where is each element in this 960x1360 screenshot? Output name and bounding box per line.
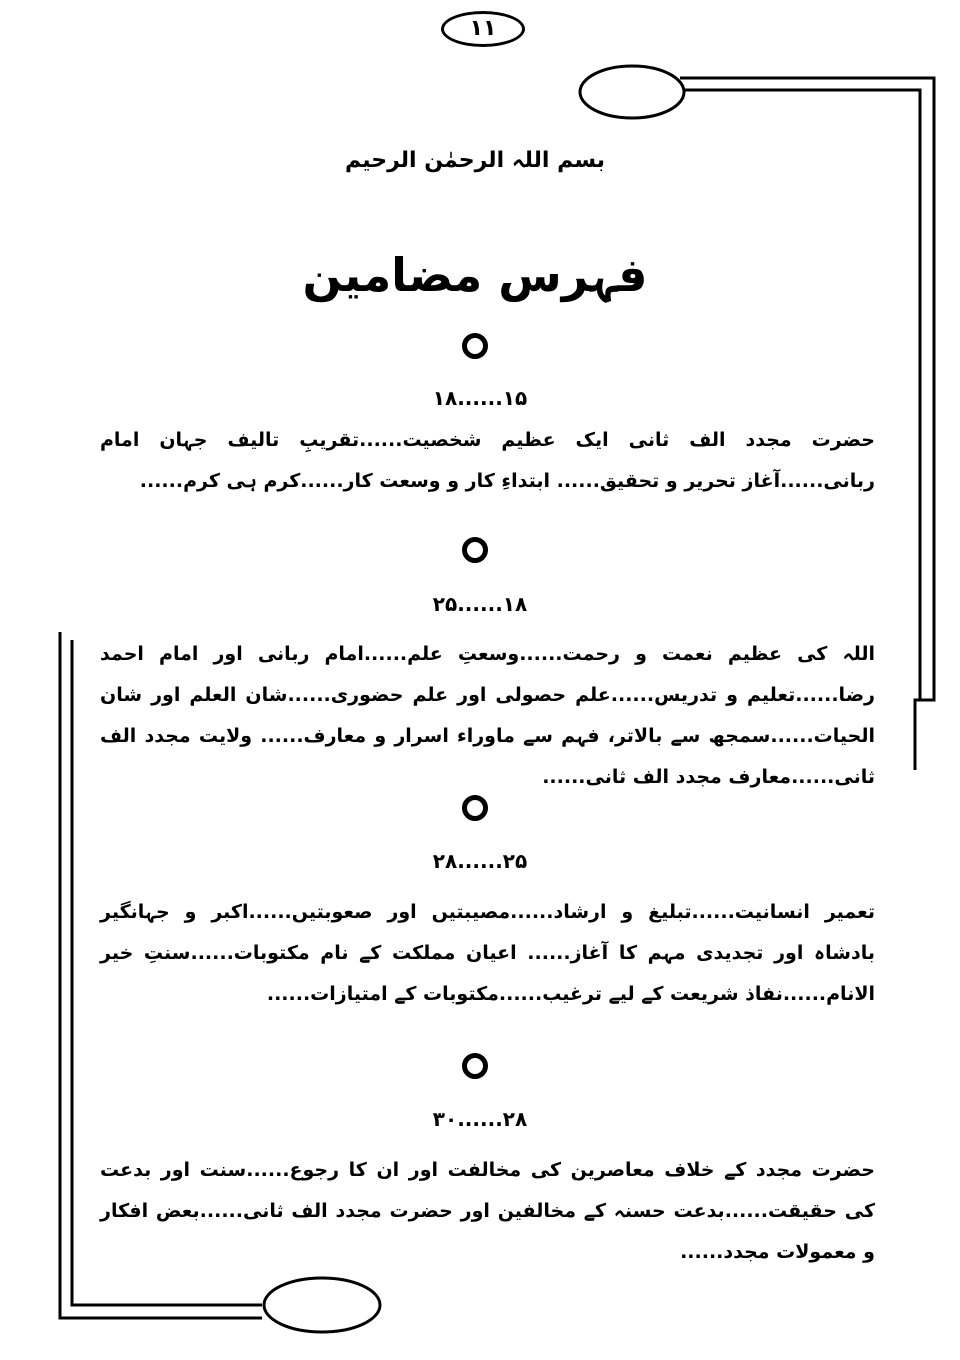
section-page-range: ۲۸......۳۰ [432, 1107, 528, 1131]
bismillah-heading: بسم اللہ الرحمٰن الرحیم [344, 148, 605, 173]
top-ornament-oval [580, 66, 684, 118]
section-bullet-icon [462, 1053, 488, 1079]
page-title: فہرس مضامین [302, 248, 648, 302]
section-page-range: ۱۵......۱۸ [432, 386, 528, 410]
section-bullet-icon [462, 333, 488, 359]
section-page-range: ۲۵......۲۸ [432, 849, 528, 873]
section-bullet-icon [462, 537, 488, 563]
section-contents: حضرت مجدد الف ثانی ایک عظیم شخصیت......تقریبِ تالیف جہان امام ربانی......آغاز تحریر و تحقیق...... ابتداءِ کار و وسعت کار......کرم ہی کرم...... [100, 429, 875, 492]
section-contents: حضرت مجدد کے خلاف معاصرین کی مخالفت اور ان کا رجوع......سنت اور بدعت کی حقیقت......بدعت حسنہ کے مخالفین اور حضرت مجدد الف ثانی......بعض افکار و معمولات مجدد...... [100, 1159, 875, 1263]
page-number: ۱۱ [441, 11, 525, 47]
section-contents: تعمیر انسانیت......تبلیغ و ارشاد......مصیبتیں اور صعوبتیں......اکبر و جہانگیر بادشاہ اور تجدیدی مہم کا آغاز...... اعیان مملکت کے نام مکتوبات......سنتِ خیر الانام......نفاذ شریعت کے لیے ترغیب......مکتوبات کے امتیازات...... [100, 901, 875, 1005]
section-page-range: ۱۸......۲۵ [432, 592, 528, 616]
section-contents: اللہ کی عظیم نعمت و رحمت......وسعتِ علم......امام ربانی اور امام احمد رضا......تعلیم و تدریس......علم حصولی اور علم حضوری......شان العلم اور شان الحیات......سمجھ سے بالاتر، فہم سے ماوراء اسرار و معارف...... ولایت مجدد الف ثانی......معارف مجدد الف ثانی...... [100, 643, 875, 788]
section-bullet-icon [462, 795, 488, 821]
bottom-ornament-oval [264, 1278, 380, 1332]
